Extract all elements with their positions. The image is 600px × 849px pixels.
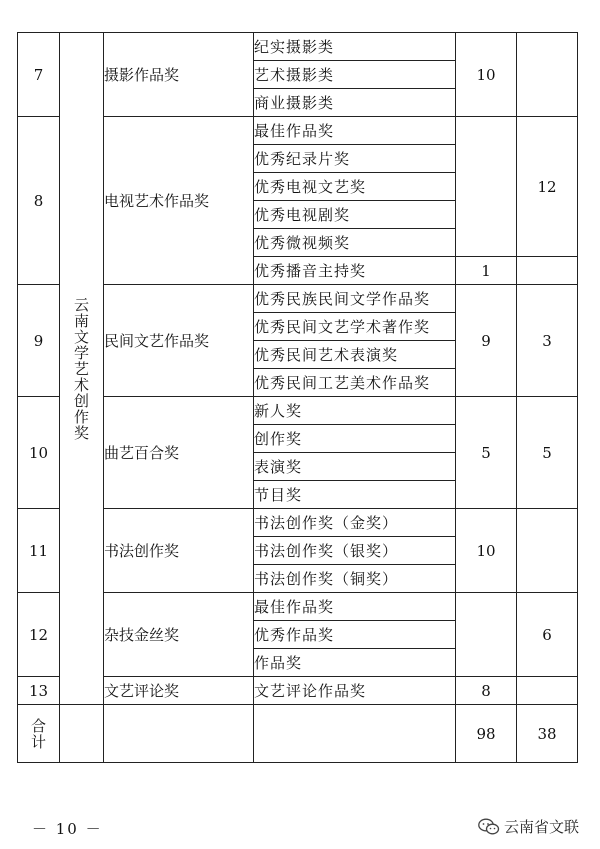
sub-award: 最佳作品奖 (254, 117, 456, 145)
quota-1: 1 (456, 257, 517, 285)
quota-2 (517, 677, 578, 705)
awards-table (17, 32, 578, 763)
total-quota-1: 98 (456, 705, 517, 763)
award-name: 电视艺术作品奖 (104, 117, 254, 285)
quota-1: 10 (456, 33, 517, 117)
quota-2: 5 (517, 397, 578, 509)
sub-award: 新人奖 (254, 397, 456, 425)
empty-cell (254, 705, 456, 763)
row-number: 12 (18, 593, 60, 677)
row-number: 8 (18, 117, 60, 285)
table-row (18, 33, 578, 61)
quota-2: 6 (517, 593, 578, 677)
quota-1 (456, 117, 517, 257)
quota-1: 8 (456, 677, 517, 705)
quota-2 (517, 509, 578, 593)
quota-2 (517, 33, 578, 117)
sub-award: 表演奖 (254, 453, 456, 481)
row-number: 10 (18, 397, 60, 509)
total-quota-2: 38 (517, 705, 578, 763)
sub-award: 优秀作品奖 (254, 621, 456, 649)
sub-award: 最佳作品奖 (254, 593, 456, 621)
sub-award: 优秀电视文艺奖 (254, 173, 456, 201)
total-label-line: 计 (30, 732, 46, 751)
sub-award: 优秀民族民间文学作品奖 (254, 285, 456, 313)
brand-name: 云南省文联 (504, 818, 580, 836)
sub-award: 优秀民间艺术表演奖 (254, 341, 456, 369)
category-char: 云 (73, 295, 89, 314)
total-label-line: 合 (30, 716, 46, 735)
wechat-icon (478, 818, 500, 836)
award-name: 书法创作奖 (104, 509, 254, 593)
sub-award: 优秀播音主持奖 (254, 257, 456, 285)
page-footer (0, 812, 600, 842)
total-row (18, 705, 578, 763)
category-char: 术 (73, 375, 89, 394)
quota-2 (517, 257, 578, 285)
page-number: － 10 － (32, 820, 103, 838)
quota-1: 10 (456, 509, 517, 593)
award-name: 民间文艺作品奖 (104, 285, 254, 397)
sub-award: 文艺评论作品奖 (254, 677, 456, 705)
category-cell (60, 33, 104, 705)
sub-award: 作品奖 (254, 649, 456, 677)
quota-2: 12 (517, 117, 578, 257)
award-name: 摄影作品奖 (104, 33, 254, 117)
sub-award: 优秀民间工艺美术作品奖 (254, 369, 456, 397)
quota-1: 5 (456, 397, 517, 509)
total-label (18, 705, 60, 763)
brand-watermark (478, 816, 579, 837)
category-char: 作 (73, 407, 89, 426)
sub-award: 优秀民间文艺学术著作奖 (254, 313, 456, 341)
sub-award: 节目奖 (254, 481, 456, 509)
category-char: 艺 (73, 359, 89, 378)
quota-1: 9 (456, 285, 517, 397)
sub-award: 优秀微视频奖 (254, 229, 456, 257)
sub-award: 书法创作奖（铜奖） (254, 565, 456, 593)
sub-award: 书法创作奖（银奖） (254, 537, 456, 565)
award-name: 曲艺百合奖 (104, 397, 254, 509)
sub-award: 书法创作奖（金奖） (254, 509, 456, 537)
category-char: 南 (73, 311, 89, 330)
quota-2: 3 (517, 285, 578, 397)
sub-award: 纪实摄影类 (254, 33, 456, 61)
row-number: 9 (18, 285, 60, 397)
category-char: 学 (73, 343, 89, 362)
row-number: 7 (18, 33, 60, 117)
sub-award: 创作奖 (254, 425, 456, 453)
quota-1 (456, 593, 517, 677)
empty-cell (104, 705, 254, 763)
sub-award: 艺术摄影类 (254, 61, 456, 89)
sub-award: 优秀纪录片奖 (254, 145, 456, 173)
award-name: 文艺评论奖 (104, 677, 254, 705)
sub-award: 优秀电视剧奖 (254, 201, 456, 229)
empty-cell (60, 705, 104, 763)
category-char: 文 (73, 327, 89, 346)
category-char: 奖 (73, 423, 89, 442)
row-number: 11 (18, 509, 60, 593)
award-name: 杂技金丝奖 (104, 593, 254, 677)
category-char: 创 (73, 391, 89, 410)
row-number: 13 (18, 677, 60, 705)
sub-award: 商业摄影类 (254, 89, 456, 117)
